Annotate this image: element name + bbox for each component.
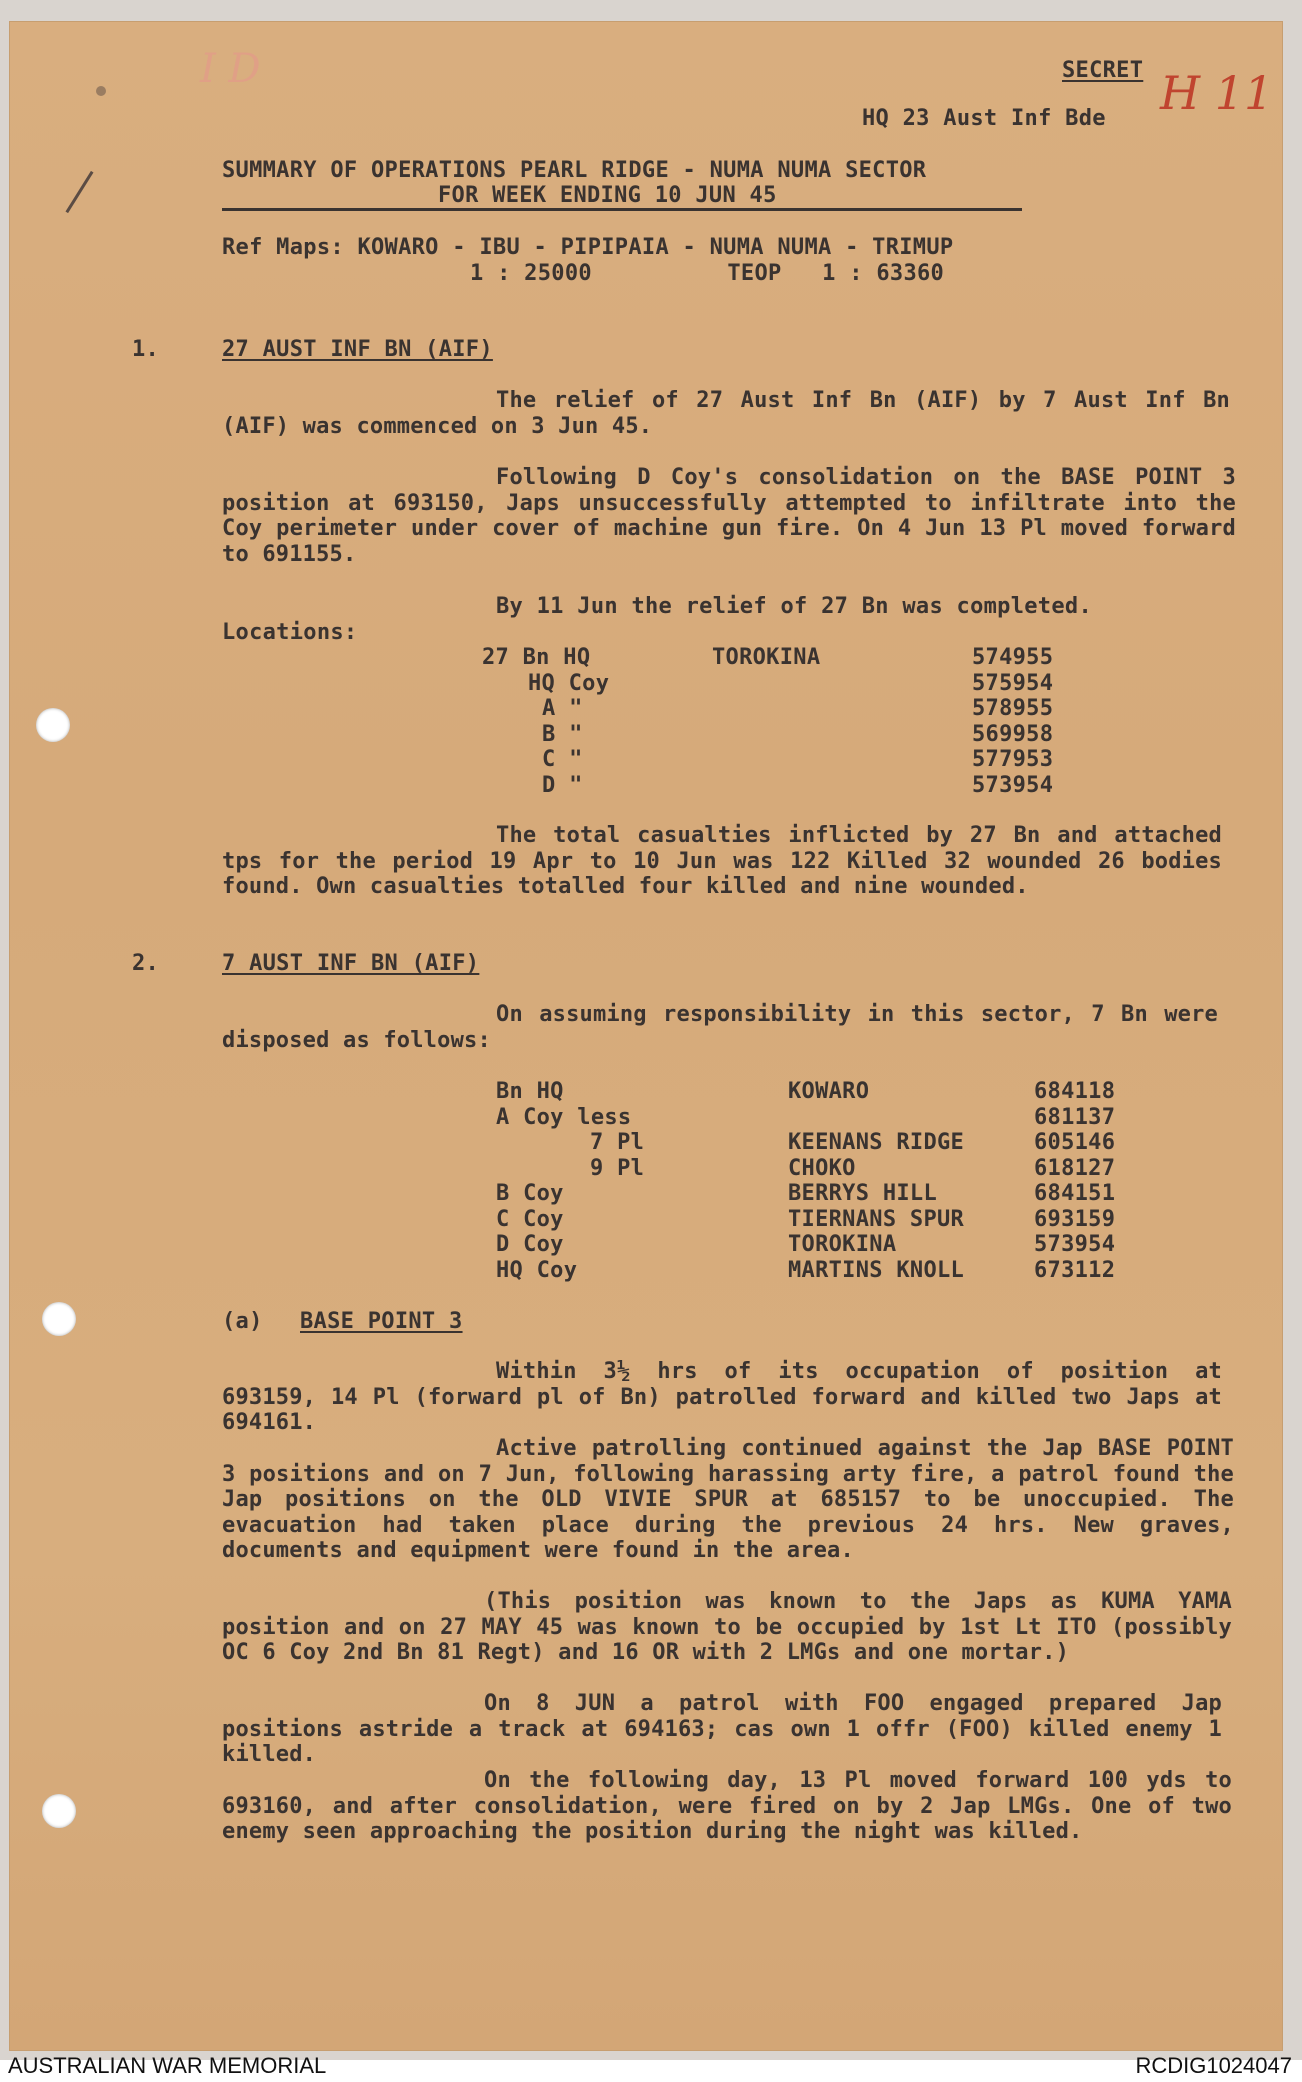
- disposition-ref: 605146: [1034, 1130, 1116, 1155]
- disposition-unit: A Coy less: [496, 1105, 632, 1130]
- paragraph: The relief of 27 Aust Inf Bn (AIF) by 7 Aust Inf Bn (AIF) was commenced on 3 Jun 45.: [222, 388, 1230, 439]
- location-ref: 577953: [972, 747, 1054, 772]
- disposition-ref: 618127: [1034, 1156, 1116, 1181]
- location-unit: 27 Bn HQ: [482, 645, 591, 670]
- subsection-heading: BASE POINT 3: [300, 1309, 463, 1334]
- disposition-place: TOROKINA: [788, 1232, 897, 1257]
- disposition-place: KOWARO: [788, 1079, 870, 1104]
- punch-hole: [42, 1302, 76, 1336]
- punch-hole: [36, 708, 70, 742]
- location-ref: 578955: [972, 696, 1054, 721]
- disposition-ref: 681137: [1034, 1105, 1116, 1130]
- disposition-ref: 693159: [1034, 1207, 1116, 1232]
- handwritten-ref: H 11: [1160, 66, 1274, 120]
- disposition-place: TIERNANS SPUR: [788, 1207, 965, 1232]
- ref-maps-line: Ref Maps: KOWARO - IBU - PIPIPAIA - NUMA NUMA - TRIMUP: [222, 235, 954, 260]
- location-unit: B ": [542, 722, 583, 747]
- disposition-place: MARTINS KNOLL: [788, 1258, 965, 1283]
- document-subtitle: FOR WEEK ENDING 10 JUN 45: [438, 183, 777, 208]
- paragraph: Within 3½ hrs of its occupation of position at 693159, 14 Pl (forward pl of Bn) patrolled forward and killed two Japs at 694161.: [222, 1359, 1222, 1435]
- section-number: 2.: [132, 951, 160, 976]
- disposition-place: CHOKO: [788, 1156, 856, 1181]
- disposition-unit: D Coy: [496, 1232, 564, 1257]
- unit-header: HQ 23 Aust Inf Bde: [862, 106, 1106, 131]
- disposition-place: KEENANS RIDGE: [788, 1130, 965, 1155]
- location-place: TOROKINA: [712, 645, 821, 670]
- location-ref: 569958: [972, 722, 1054, 747]
- disposition-ref: 684151: [1034, 1181, 1116, 1206]
- section-heading: 7 AUST INF BN (AIF): [222, 951, 480, 976]
- classification-label: SECRET: [1062, 58, 1144, 83]
- pencil-note: I D: [200, 46, 261, 92]
- ref-maps-scale: 1 : 25000 TEOP 1 : 63360: [470, 261, 945, 286]
- disposition-unit: B Coy: [496, 1181, 564, 1206]
- location-ref: 573954: [972, 773, 1054, 798]
- location-unit: D ": [542, 773, 583, 798]
- paragraph: On assuming responsibility in this sector, 7 Bn were disposed as follows:: [222, 1002, 1218, 1053]
- disposition-unit: C Coy: [496, 1207, 564, 1232]
- disposition-ref: 684118: [1034, 1079, 1116, 1104]
- location-unit: HQ Coy: [528, 671, 610, 696]
- document-title: SUMMARY OF OPERATIONS PEARL RIDGE - NUMA NUMA SECTOR: [222, 158, 927, 183]
- title-underline: [222, 208, 1022, 211]
- location-ref: 574955: [972, 645, 1054, 670]
- disposition-place: BERRYS HILL: [788, 1181, 937, 1206]
- margin-mark: [96, 86, 106, 96]
- location-ref: 575954: [972, 671, 1054, 696]
- section-heading: 27 AUST INF BN (AIF): [222, 337, 493, 362]
- section-number: 1.: [132, 337, 160, 362]
- paragraph: By 11 Jun the relief of 27 Bn was completed.: [496, 594, 1092, 619]
- disposition-unit: 7 Pl: [590, 1130, 645, 1155]
- paragraph: Following D Coy's consolidation on the BASE POINT 3 position at 693150, Japs unsuccessfully attempted to infiltrate into the Coy perimeter under cover of machine gun fire. On 4 Jun 13 Pl moved forward to 691155.: [222, 465, 1236, 567]
- location-unit: A ": [542, 696, 583, 721]
- footer-archive-name: AUSTRALIAN WAR MEMORIAL: [8, 2053, 327, 2078]
- disposition-unit: 9 Pl: [590, 1156, 645, 1181]
- disposition-ref: 673112: [1034, 1258, 1116, 1283]
- paragraph: On the following day, 13 Pl moved forward 100 yds to 693160, and after consolidation, were fired on by 2 Jap LMGs. One of two enemy seen approaching the position during the night was killed.: [222, 1768, 1232, 1844]
- disposition-ref: 573954: [1034, 1232, 1116, 1257]
- disposition-unit: Bn HQ: [496, 1079, 564, 1104]
- footer-record-id: RCDIG1024047: [1135, 2053, 1292, 2078]
- paragraph: Active patrolling continued against the Jap BASE POINT 3 positions and on 7 Jun, following harassing arty fire, a patrol found the Jap positions on the OLD VIVIE SPUR at 685157 to be unoccupied. The evacuation had taken place during the previous 24 hrs. New graves, documents and equipment were found in the area.: [222, 1436, 1234, 1563]
- subsection-label: (a): [222, 1309, 263, 1334]
- locations-label: Locations:: [222, 620, 358, 645]
- paragraph: The total casualties inflicted by 27 Bn and attached tps for the period 19 Apr to 10 Jun was 122 Killed 32 wounded 26 bodies found. Own casualties totalled four killed and nine wounded.: [222, 823, 1222, 899]
- location-unit: C ": [542, 747, 583, 772]
- disposition-unit: HQ Coy: [496, 1258, 578, 1283]
- paragraph: (This position was known to the Japs as KUMA YAMA position and on 27 MAY 45 was known to be occupied by 1st Lt ITO (possibly OC 6 Coy 2nd Bn 81 Regt) and 16 OR with 2 LMGs and one mortar.): [222, 1589, 1232, 1665]
- paragraph: On 8 JUN a patrol with FOO engaged prepared Jap positions astride a track at 694163; cas own 1 offr (FOO) killed enemy 1 killed.: [222, 1691, 1222, 1767]
- punch-hole: [42, 1794, 76, 1828]
